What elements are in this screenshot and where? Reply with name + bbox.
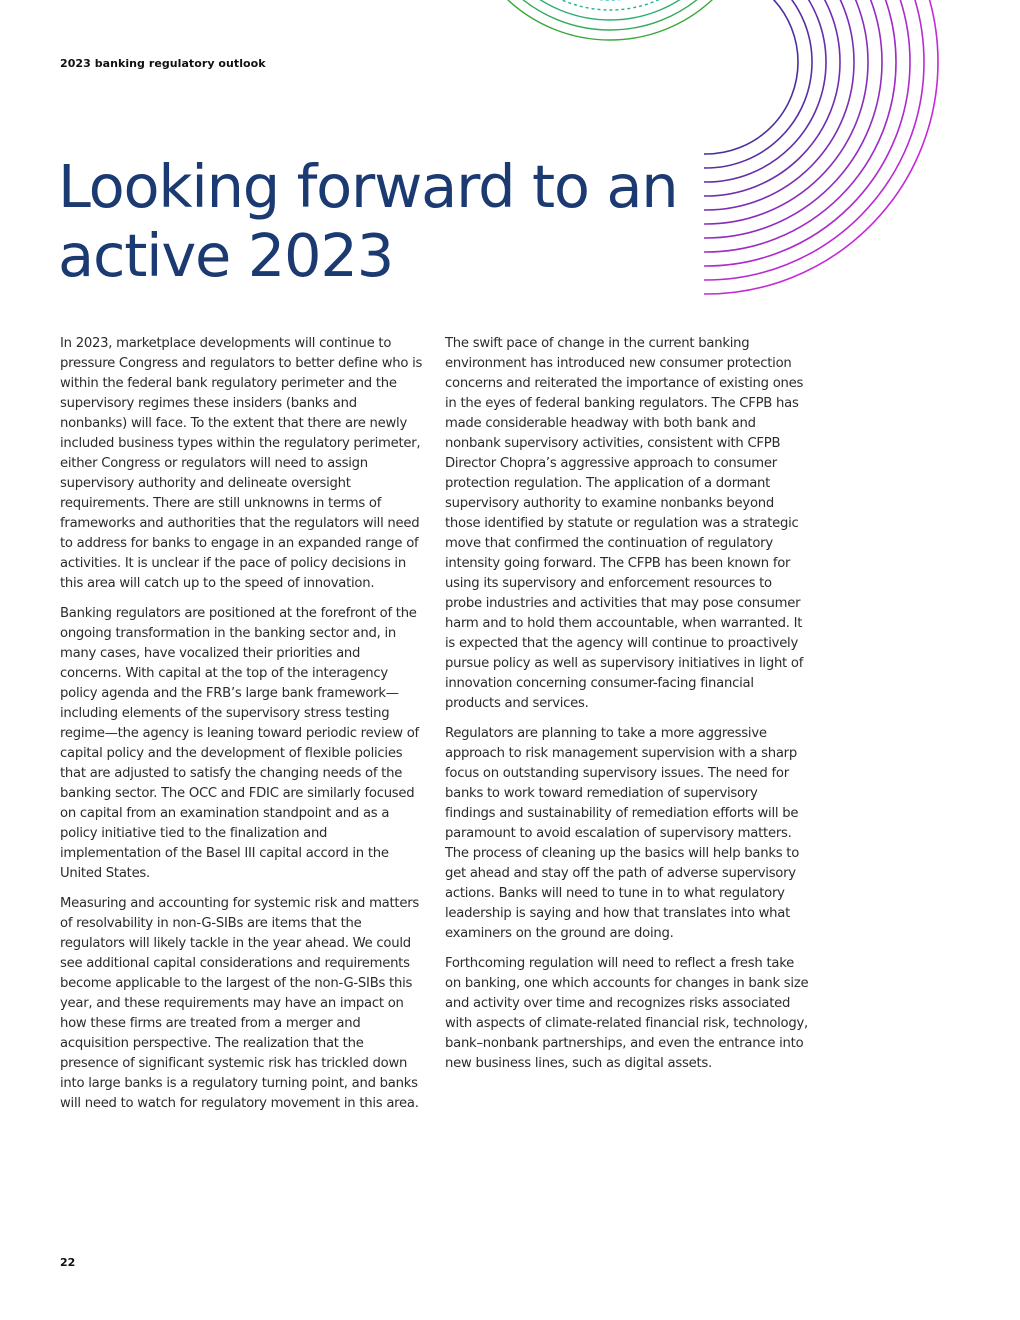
left-text-column	[60, 334, 425, 1124]
page-number: 22	[60, 1256, 76, 1269]
page-title: Looking forward to an active 2023	[58, 152, 678, 290]
paragraph: In 2023, marketplace developments will continue to pressure Congress and regulators to better define who is within the federal bank regulatory perimeter and the supervisory regimes these insiders (banks and nonbanks) will face. To the extent that there are newly included business types within the regulatory perimeter, either Congress or regulators will need to assign supervisory authority and delineate oversight requirements. There are still unknowns in terms of frameworks and authorities that the regulators will need to address for banks to engage in an expanded range of activities. It is unclear if the pace of policy decisions in this area will catch up to the speed of innovation.	[60, 336, 423, 591]
decorative-arc	[460, 0, 760, 40]
paragraph: Banking regulators are positioned at the forefront of the ongoing transformation in the banking sector and, in many cases, have vocalized their priorities and concerns. With capital at the top of the interagency policy agenda and the FRB’s large bank framework—including elements of the supervisory stress testing regime—the agency is leaning toward periodic review of capital policy and the development of flexible policies that are adjusted to satisfy the changing needs of the banking sector. The OCC and FDIC are similarly focused on capital from an examination standpoint and as a policy initiative tied to the finalization and implementation of the Basel III capital accord in the United States.	[60, 606, 419, 881]
decorative-arc	[480, 0, 740, 20]
paragraph: The swift pace of change in the current banking environment has introduced new consumer protection concerns and reiterated the importance of existing ones in the eyes of federal banking regulators. The CFPB has made considerable headway with both bank and nonbank supervisory activities, consistent with CFPB Director Chopra’s aggressive approach to consumer protection regulation. The application of a dormant supervisory authority to examine nonbanks beyond those identified by statute or regulation was a strategic move that confirmed the continuation of regulatory intensity going forward. The CFPB has been known for using its supervisory and enforcement resources to probe industries and activities that may pose consumer harm and to hold them accountable, when warranted. It is expected that the agency will continue to proactively pursue policy as well as supervisory initiatives in light of innovation concerning consumer-facing financial products and services.	[445, 336, 804, 711]
decorative-arc	[600, 0, 812, 168]
arc-group-top	[460, 0, 760, 40]
decorative-arc	[490, 0, 730, 10]
paragraph: Regulators are planning to take a more aggressive approach to risk management supervision with a sharp focus on outstanding supervisory issues. The need for banks to work toward remediation of supervisory findings and sustainability of remediation efforts will be paramount to avoid escalation of supervisory matters. The process of cleaning up the basics will help banks to get ahead and stay off the path of adverse supervisory actions. Banks will need to tune in to what regulatory leadership is saying and how that translates into what examiners on the ground are doing.	[445, 726, 800, 941]
right-text-column	[445, 334, 810, 1084]
decorative-arc	[614, 0, 798, 154]
paragraph: Forthcoming regulation will need to reflect a fresh take on banking, one which accounts for changes in bank size and activity over time and recognizes risks associated with aspects of climate-related financial risk, technology, bank–nonbank partnerships, and even the entrance into new business lines, such as digital assets.	[445, 956, 809, 1071]
paragraph: Measuring and accounting for systemic risk and matters of resolvability in non-G-SIBs are items that the regulators will likely tackle in the year ahead. We could see additional capital considerations and requirements become applicable to the largest of the non-G-SIBs this year, and these requirements may have an impact on how these firms are treated from a merger and acquisition perspective. The realization that the presence of significant systemic risk has trickled down into large banks is a regulatory turning point, and banks will need to watch for regulatory movement in this area.	[60, 896, 420, 1111]
running-header: 2023 banking regulatory outlook	[60, 57, 266, 70]
decorative-arc	[470, 0, 750, 30]
